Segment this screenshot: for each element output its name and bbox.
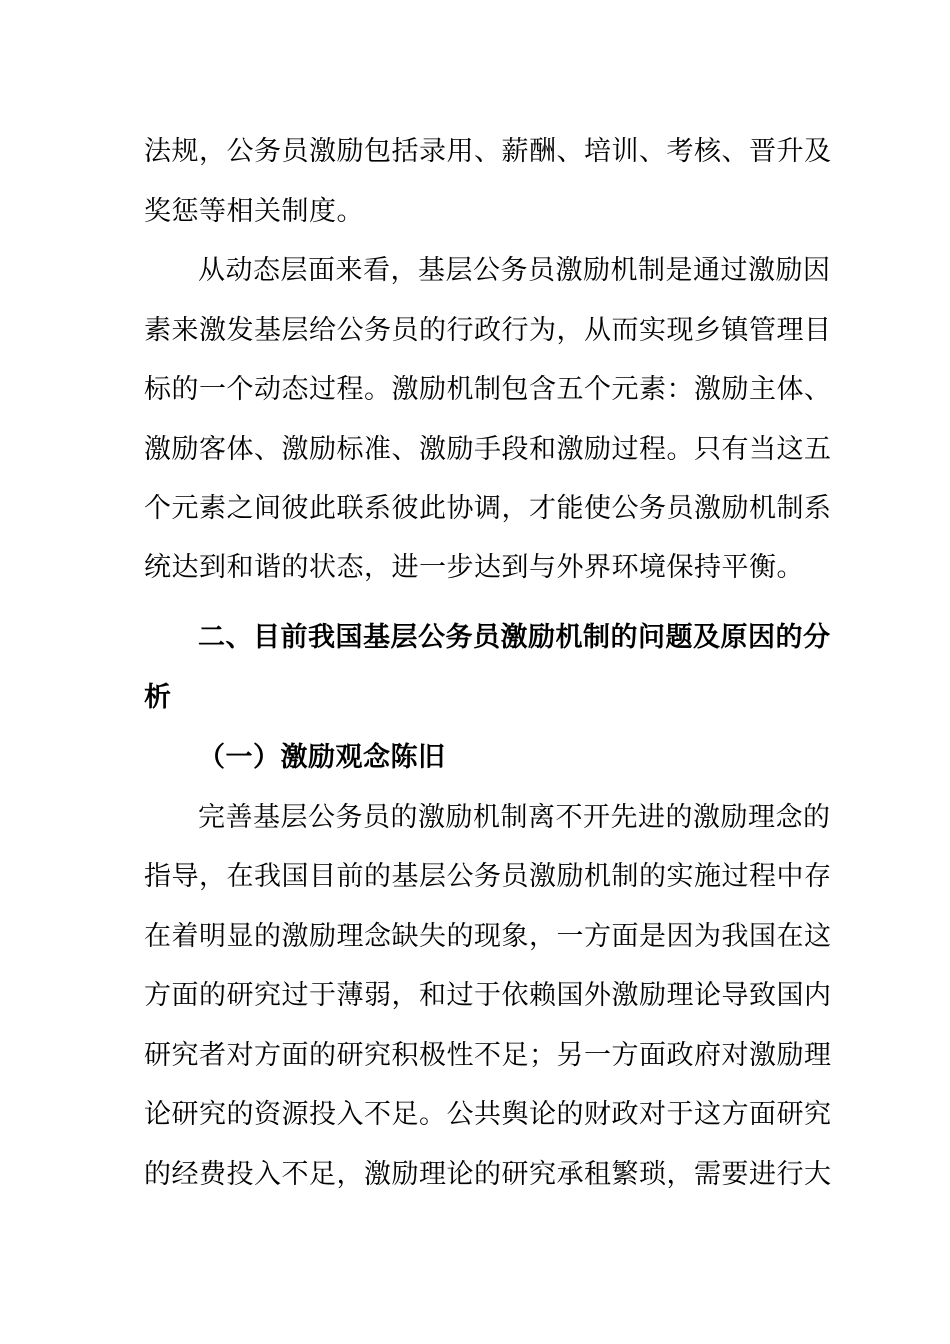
paragraph-line: 统达到和谐的状态，进一步达到与外界环境保持平衡。 [144, 552, 804, 583]
paragraph-line: 素来激发基层给公务员的行政行为，从而实现乡镇管理目 [144, 315, 832, 346]
paragraph-line: 研究者对方面的研究积极性不足；另一方面政府对激励理 [144, 1040, 832, 1071]
paragraph-line: 在着明显的激励理念缺失的现象，一方面是因为我国在这 [144, 921, 832, 952]
paragraph-line: 方面的研究过于薄弱，和过于依赖国外激励理论导致国内 [144, 980, 832, 1011]
paragraph-line: 标的一个动态过程。激励机制包含五个元素：激励主体、 [144, 374, 832, 405]
paragraph-line: 法规，公务员激励包括录用、薪酬、培训、考核、晋升及 [144, 136, 832, 167]
paragraph-line: 从动态层面来看，基层公务员激励机制是通过激励因 [198, 255, 831, 286]
subsection-heading: （一）激励观念陈旧 [198, 742, 446, 773]
section-heading: 二、目前我国基层公务员激励机制的问题及原因的分 [198, 622, 831, 653]
paragraph-line: 激励客体、激励标准、激励手段和激励过程。只有当这五 [144, 434, 832, 465]
paragraph-line: 完善基层公务员的激励机制离不开先进的激励理念的 [198, 802, 831, 833]
section-heading-continued: 析 [144, 682, 172, 713]
paragraph-line: 个元素之间彼此联系彼此协调，才能使公务员激励机制系 [144, 493, 832, 524]
paragraph-line: 奖惩等相关制度。 [144, 196, 364, 227]
paragraph-line: 的经费投入不足，激励理论的研究承租繁琐，需要进行大 [144, 1159, 832, 1190]
paragraph-line: 指导，在我国目前的基层公务员激励机制的实施过程中存 [144, 861, 832, 892]
paragraph-line: 论研究的资源投入不足。公共舆论的财政对于这方面研究 [144, 1099, 832, 1130]
